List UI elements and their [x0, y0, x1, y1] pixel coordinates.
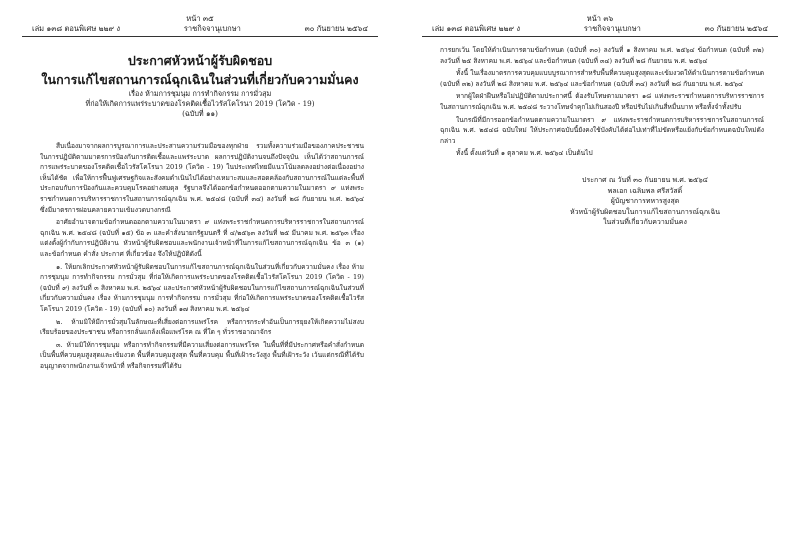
- signature-date: ประกาศ ณ วันที่ ๓๐ กันยายน พ.ศ. ๒๕๖๔: [582, 175, 708, 184]
- date-label: ๓๐ กันยายน ๒๕๖๔: [704, 24, 768, 33]
- page-number: หน้า ๓๕: [186, 14, 214, 23]
- page-header: [22, 24, 378, 37]
- paragraph: ๒. ห้ามมิให้มีการมั่วสุมในลักษณะที่เสี่ยงต่อการแพร่โรค หรือการกระทำอันเป็นการยุยงให้เกิดความไม่สงบเรียบร้อยของประชาชน หรือการกลั่นแกล้งเพื่อแพร่โรค ณ ที่ใด ๆ ทั่วราชอาณาจักร: [40, 317, 364, 337]
- paragraph: ในกรณีที่มีการออกข้อกำหนดตามความในมาตรา ๙ แห่งพระราชกำหนดการบริหารราชการในสถานการณ์ฉุกเฉิน พ.ศ. ๒๕๔๘ ฉบับใหม่ ให้ประกาศฉบับนี้ยังคงใช้บังคับได้ต่อไปเท่าที่ไม่ขัดหรือแย้งกับข้อกำหนดฉบับใหม่ดังกล่าว: [440, 115, 764, 145]
- date-label: ๓๐ กันยายน ๒๕๖๔: [304, 24, 368, 33]
- signatory-role: ในส่วนที่เกี่ยวกับความมั่นคง: [603, 218, 687, 227]
- paragraph: การยกเว้น โดยให้ดำเนินการตามข้อกำหนด (ฉบับที่ ๓๐) ลงวันที่ ๑ สิงหาคม พ.ศ. ๒๕๖๔ ข้อกำหนด (ฉบับที่ ๓๒) ลงวันที่ ๒๕ สิงหาคม พ.ศ. ๒๕๖๔ และข้อกำหนด (ฉบับที่ ๓๔) ลงวันที่ ๒๘ กันยายน พ.ศ. ๒๕๖๔: [440, 46, 764, 65]
- paragraph: ๓. ห้ามมิให้การชุมนุม หรือการทำกิจกรรมที่มีความเสี่ยงต่อการแพร่โรค ในพื้นที่ที่มีประกาศหรือคำสั่งกำหนดเป็นพื้นที่ควบคุมสูงสุดและเข้มงวด พื้นที่ควบคุมสูงสุด พื้นที่ควบคุม พื้นที่เฝ้าระวังสูง พื้นที่เฝ้าระวัง เว้นแต่กรณีที่ได้รับอนุญาตจากพนักงานเจ้าหน้าที่ หรือกิจกรรมที่ได้รับ: [40, 340, 364, 370]
- paragraph: อาศัยอำนาจตามข้อกำหนดออกตามความในมาตรา ๙ แห่งพระราชกำหนดการบริหารราชการในสถานการณ์ฉุกเฉิน พ.ศ. ๒๕๔๘ (ฉบับที่ ๑๕) ข้อ ๓ และคำสั่งนายกรัฐมนตรี ที่ ๔/๒๕๖๓ ลงวันที่ ๒๕ มีนาคม พ.ศ. ๒๕๖๓ เรื่อง แต่งตั้งผู้กำกับการปฏิบัติงาน หัวหน้าผู้รับผิดชอบและพนักงานเจ้าหน้าที่ในการแก้ไขสถานการณ์ฉุกเฉิน ข้อ ๓ (๑) และข้อกำหนด คำสั่ง ประกาศ ที่เกี่ยวข้อง จึงให้ปฏิบัติดังนี้: [40, 218, 364, 258]
- issue-number: (ฉบับที่ ๑๑): [182, 109, 218, 118]
- gazette-page-right: [414, 14, 786, 536]
- signatory-name: พลเอก เฉลิมพล ศรีสวัสดิ์: [607, 186, 683, 195]
- volume-label: เล่ม ๑๓๘ ตอนพิเศษ ๒๒๙ ง: [32, 24, 121, 33]
- announcement-title: ประกาศหัวหน้าผู้รับผิดชอบ: [127, 53, 273, 68]
- gazette-label: ราชกิจจานุเบกษา: [583, 24, 641, 33]
- paragraph: ๑. ให้ยกเลิกประกาศหัวหน้าผู้รับผิดชอบในการแก้ไขสถานการณ์ฉุกเฉินในส่วนที่เกี่ยวกับความมั่นคง เรื่อง ห้ามการชุมนุม การทำกิจกรรม การมั่วสุม ที่ก่อให้เกิดการแพร่ระบาดของโรคติดเชื้อไวรัสโคโรนา 2019 (โควิด - 19) (ฉบับที่ ๙) ลงวันที่ ๓ สิงหาคม พ.ศ. ๒๕๖๔ และประกาศหัวหน้าผู้รับผิดชอบในการแก้ไขสถานการณ์ฉุกเฉินในส่วนที่เกี่ยวกับความมั่นคง เรื่อง ห้ามการชุมนุม การทำกิจกรรม การมั่วสุม ที่ก่อให้เกิดการแพร่ระบาดของโรคติดเชื้อไวรัสโคโรนา 2019 (โควิด - 19) (ฉบับที่ ๑๐) ลงวันที่ ๑๗ สิงหาคม พ.ศ. ๒๕๖๔: [40, 262, 364, 313]
- body-text: [14, 141, 386, 371]
- paragraph: ทั้งนี้ ตั้งแต่วันที่ ๑ ตุลาคม พ.ศ. ๒๕๖๔ เป็นต้นไป: [456, 149, 593, 158]
- page-number: หน้า ๓๖: [586, 14, 614, 23]
- signatory-role: หัวหน้าผู้รับผิดชอบในการแก้ไขสถานการณ์ฉุกเฉิน: [569, 207, 720, 216]
- signature-block: [504, 175, 786, 228]
- announcement-subtitle: ในการแก้ไขสถานการณ์ฉุกเฉินในส่วนที่เกี่ยวกับความมั่นคง: [41, 72, 359, 87]
- signatory-role: ผู้บัญชาการทหารสูงสุด: [610, 197, 680, 206]
- page-header: [422, 24, 778, 37]
- volume-label: เล่ม ๑๓๘ ตอนพิเศษ ๒๒๙ ง: [432, 24, 521, 33]
- body-text: [414, 45, 786, 159]
- gazette-page-left: [14, 14, 386, 536]
- paragraph: ทั้งนี้ ในเรื่องมาตรการควบคุมแบบบูรณาการสำหรับพื้นที่ควบคุมสูงสุดและเข้มงวดให้ดำเนินการตามข้อกำหนด (ฉบับที่ ๓๒) ลงวันที่ ๒๘ สิงหาคม พ.ศ. ๒๕๖๔ และข้อกำหนด (ฉบับที่ ๓๔) ลงวันที่ ๒๘ กันยายน พ.ศ. ๒๕๖๔: [440, 69, 764, 88]
- subject-line-2: ที่ก่อให้เกิดการแพร่ระบาดของโรคติดเชื้อไวรัสโคโรนา 2019 (โควิด - 19): [85, 99, 315, 108]
- subject-line: เรื่อง ห้ามการชุมนุม การทำกิจกรรม การมั่วสุม: [128, 89, 272, 98]
- gazette-label: ราชกิจจานุเบกษา: [183, 24, 241, 33]
- paragraph: หากผู้ใดฝ่าฝืนหรือไม่ปฏิบัติตามประกาศนี้ ต้องรับโทษตามมาตรา ๑๘ แห่งพระราชกำหนดการบริหารราชการในสถานการณ์ฉุกเฉิน พ.ศ. ๒๕๔๘ ระวางโทษจำคุกไม่เกินสองปี หรือปรับไม่เกินสี่หมื่นบาท หรือทั้งจำทั้งปรับ: [440, 92, 764, 111]
- paragraph: สืบเนื่องมาจากผลการบูรณาการและประสานความร่วมมือของทุกฝ่าย รวมทั้งความร่วมมือของภาคประชาชนในการปฏิบัติตามมาตรการป้องกันการติดเชื้อและแพร่ระบาด ผลการปฏิบัติงานจนถึงปัจจุบัน เห็นได้ว่าสถานการณ์การแพร่ระบาดของโรคติดเชื้อไวรัสโคโรนา 2019 (โควิด - 19) ในประเทศไทยมีแนวโน้มลดลงอย่างต่อเนื่องอย่างเห็นได้ชัด เพื่อให้การฟื้นฟูเศรษฐกิจและสังคมดำเนินไปได้อย่างเหมาะสมและสอดคล้องกับสถานการณ์ในแต่ละพื้นที่ ประกอบกับการป้องกันและควบคุมโรคอย่างสมดุล รัฐบาลจึงได้ออกข้อกำหนดออกตามความในมาตรา ๙ แห่งพระราชกำหนดการบริหารราชการในสถานการณ์ฉุกเฉิน พ.ศ. ๒๕๔๘ (ฉบับที่ ๓๔) ลงวันที่ ๒๘ กันยายน พ.ศ. ๒๕๖๔ ซึ่งมีมาตรการผ่อนคลายความเข้มงวดบางกรณี: [40, 142, 364, 214]
